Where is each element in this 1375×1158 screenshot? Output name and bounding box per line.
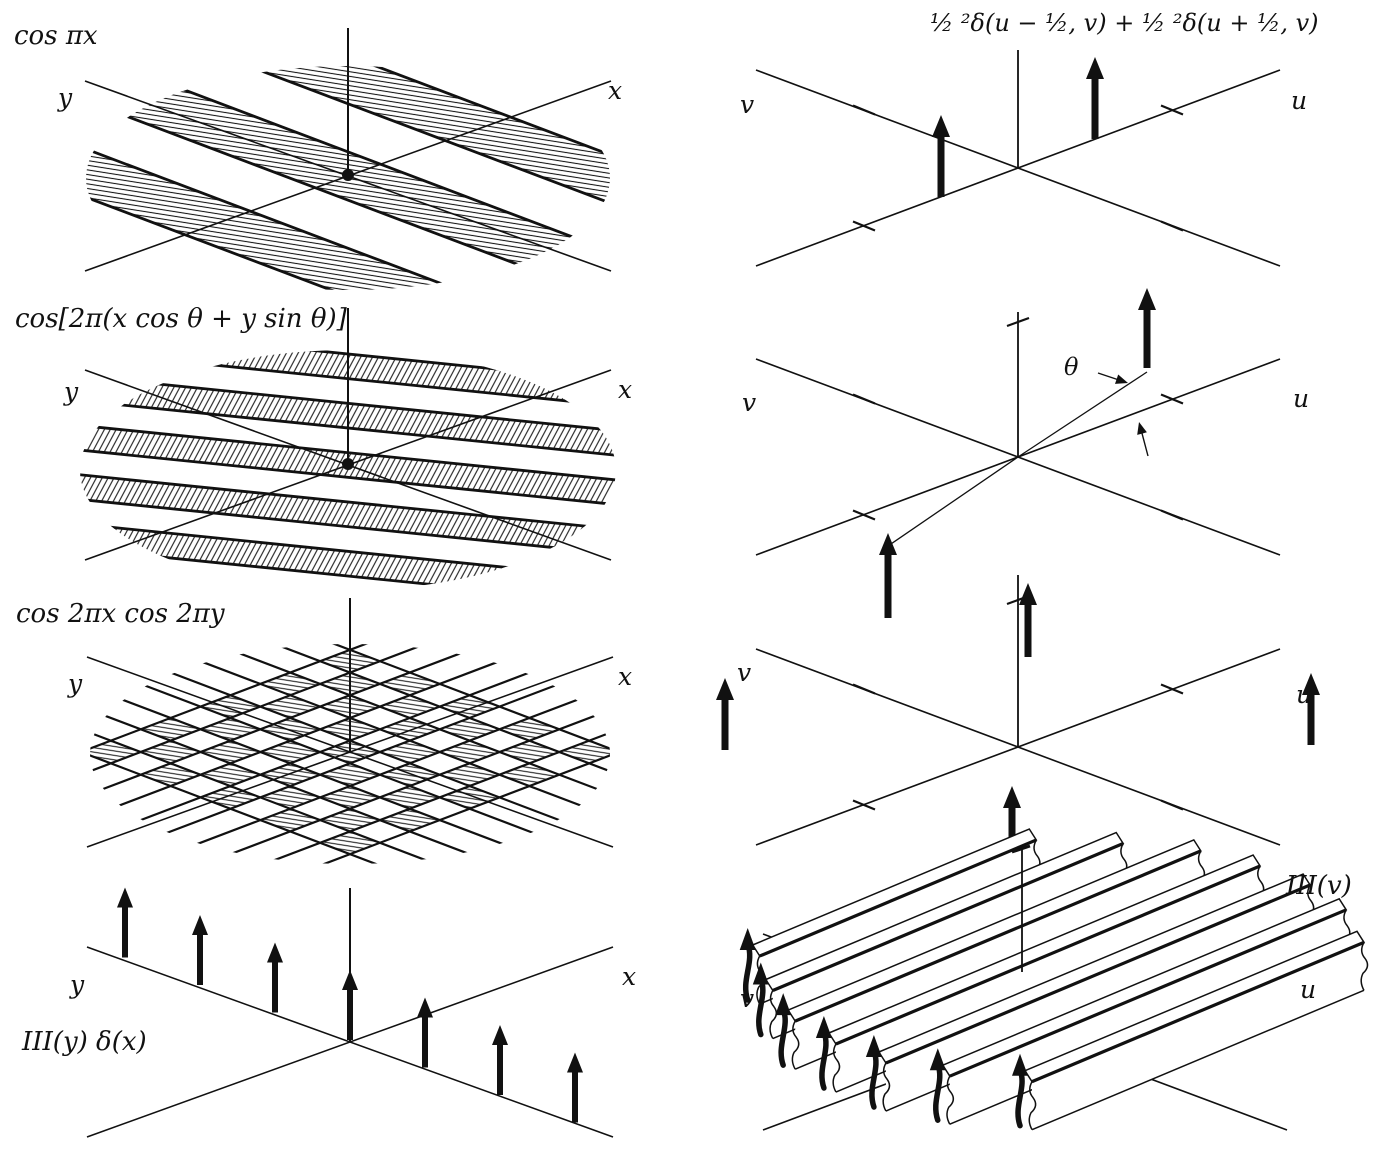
panel-cos-pix-plot: [0, 21, 749, 328]
panel-cos-rotated-plot: [0, 283, 769, 646]
axis-label-x-row4: x: [622, 962, 637, 991]
formula-shah-v: III(v): [1286, 871, 1352, 901]
axis-label-u-row2: u: [1293, 384, 1310, 413]
axis-label-y-row3: y: [68, 669, 83, 698]
panel-two-impulses-plot: [756, 50, 1280, 266]
axis-label-v-row1: v: [740, 90, 755, 119]
panel-cos-cos-plot: [12, 598, 688, 880]
axis-label-y-row1: y: [58, 83, 73, 112]
panel-impulse-walls-plot: [740, 829, 1368, 1130]
axis-label-v-row2: v: [742, 388, 757, 417]
axis-label-x-row2: x: [618, 375, 633, 404]
axis-label-x-row3: x: [618, 662, 633, 691]
axis-label-u-row4: u: [1300, 975, 1317, 1004]
formula-shah-delta: III(y) δ(x): [22, 1027, 147, 1057]
formula-two-deltas: ½ ²δ(u − ½, v) + ½ ²δ(u + ½, v): [930, 9, 1319, 37]
axis-label-v-row3: v: [737, 658, 752, 687]
theta-label: θ: [1064, 353, 1079, 381]
panel-four-impulses-plot: [716, 575, 1320, 858]
axis-label-y-row4: y: [70, 970, 85, 999]
formula-cos-rotated: cos[2π(x cos θ + y sin θ)]: [15, 304, 347, 334]
axis-label-u-row1: u: [1291, 86, 1308, 115]
formula-cos-cos: cos 2πx cos 2πy: [16, 599, 225, 629]
panel-shah-delta-plot: [87, 888, 613, 1138]
panel-rotated-impulses-plot: [756, 288, 1280, 618]
axis-label-v-row4: v: [740, 984, 755, 1013]
formula-cos-pix: cos πx: [14, 21, 98, 51]
axis-label-y-row2: y: [64, 377, 79, 406]
axis-label-x-row1: x: [608, 76, 623, 105]
axis-label-u-row3: u: [1296, 680, 1313, 709]
